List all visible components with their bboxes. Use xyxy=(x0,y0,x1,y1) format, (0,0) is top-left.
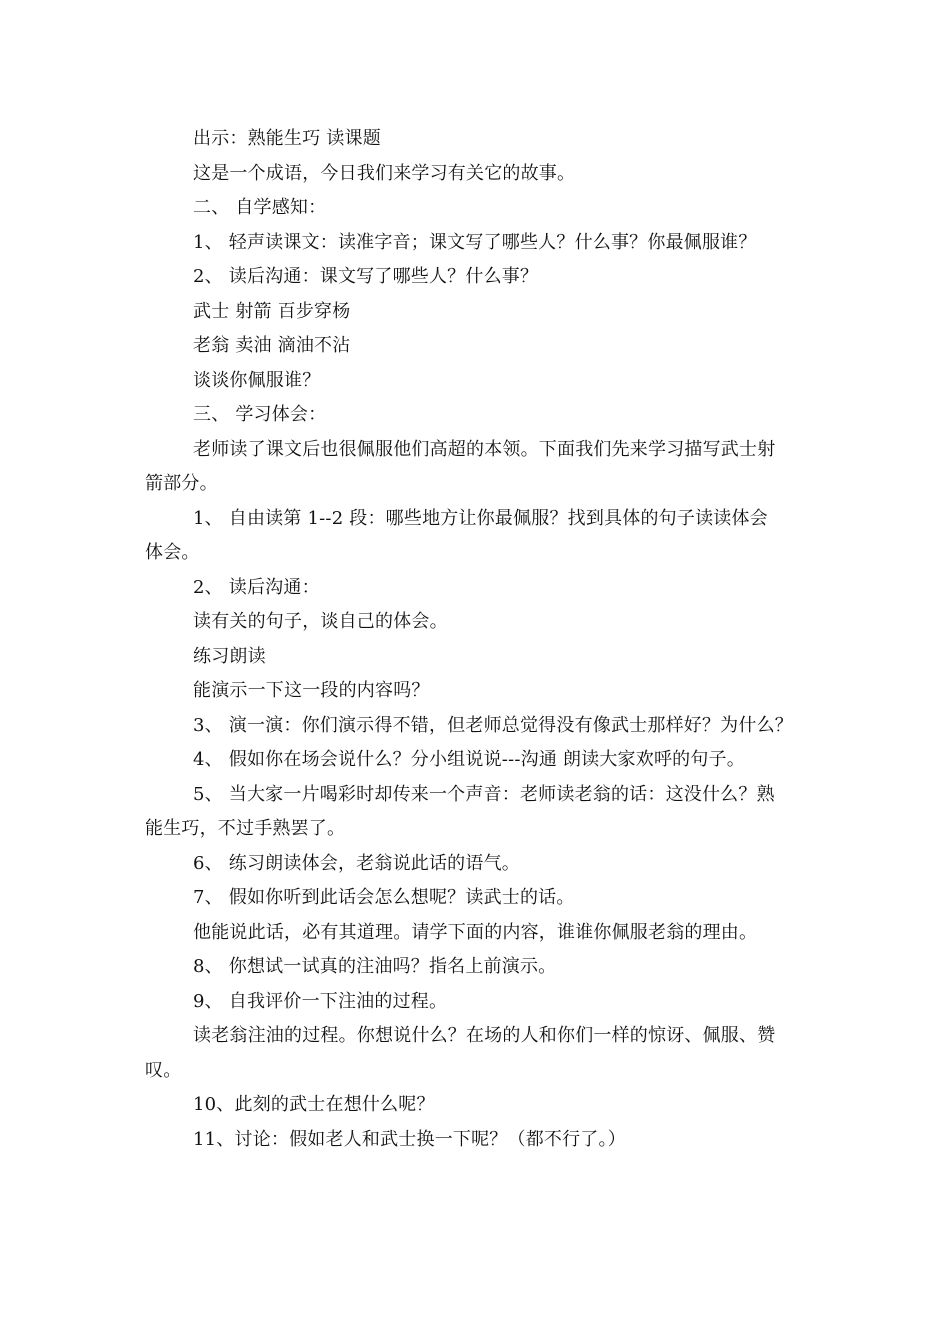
list-item-1-read-aloud: 1、 轻声读课文：读准字音；课文写了哪些人？什么事？你最佩服谁？ xyxy=(193,231,757,253)
list-item-2-discuss-after-reading: 2、 读后沟通： xyxy=(193,576,320,598)
paragraph-oil-process-line-1: 读老翁注油的过程。你想说什么？在场的人和你们一样的惊讶、佩服、赞 xyxy=(193,1025,776,1046)
paragraph-oil-process-line-2: 叹。 xyxy=(145,1059,182,1081)
paragraph-teacher-line-2: 箭部分。 xyxy=(145,473,218,494)
list-item-6-practice: 6、 练习朗读体会，老翁说此话的语气。 xyxy=(193,852,520,874)
text-line-show-title: 出示：熟能生巧 读课题 xyxy=(193,128,381,149)
document-body xyxy=(145,122,825,1157)
list-item-9-self-evaluate: 9、 自我评价一下注油的过程。 xyxy=(193,990,448,1012)
text-line-practice-reading: 练习朗读 xyxy=(193,645,266,667)
list-item-1-free-read-line-1: 1、 自由读第 1--2 段：哪些地方让你最佩服？找到具体的句子读读体会 xyxy=(193,507,768,529)
text-line-reason: 他能说此话，必有其道理。请学下面的内容，谁谁你佩服老翁的理由。 xyxy=(193,921,758,943)
list-item-11-discussion: 11、讨论：假如老人和武士换一下呢？（都不行了。） xyxy=(193,1128,626,1150)
list-item-5-line-1: 5、 当大家一片喝彩时却传来一个声音：老师读老翁的话：这没什么？熟 xyxy=(193,783,775,805)
text-line-warrior-keywords: 武士 射箭 百步穿杨 xyxy=(193,300,351,322)
section-heading-learn: 三、 学习体会： xyxy=(193,404,327,425)
list-item-8-try-oil: 8、 你想试一试真的注油吗？指名上前演示。 xyxy=(193,956,557,977)
list-item-5-line-2: 能生巧，不过手熟罢了。 xyxy=(145,818,346,839)
list-item-4-if-present: 4、 假如你在场会说什么？分小组说说---沟通 朗读大家欢呼的句子。 xyxy=(193,749,745,770)
text-line-read-sentences: 读有关的句子，谈自己的体会。 xyxy=(193,611,448,632)
list-item-10-warrior-thinking: 10、此刻的武士在想什么呢？ xyxy=(193,1094,435,1115)
list-item-1-free-read-line-2: 体会。 xyxy=(145,542,200,563)
list-item-7-if-heard: 7、 假如你听到此话会怎么想呢？读武士的话。 xyxy=(193,887,575,908)
text-line-old-man-keywords: 老翁 卖油 滴油不沾 xyxy=(193,335,351,356)
list-item-3-act: 3、 演一演：你们演示得不错，但老师总觉得没有像武士那样好？为什么？ xyxy=(193,714,793,736)
text-line-act-out-question: 能演示一下这一段的内容吗？ xyxy=(193,680,430,701)
list-item-2-discuss: 2、 读后沟通：课文写了哪些人？什么事？ xyxy=(193,266,539,287)
section-heading-self-study: 二、 自学感知： xyxy=(193,197,327,218)
text-line-who-admire: 谈谈你佩服谁？ xyxy=(193,369,321,391)
text-line-intro: 这是一个成语，今日我们来学习有关它的故事。 xyxy=(193,162,576,184)
paragraph-teacher-line-1: 老师读了课文后也很佩服他们高超的本领。下面我们先来学习描写武士射 xyxy=(193,438,776,460)
